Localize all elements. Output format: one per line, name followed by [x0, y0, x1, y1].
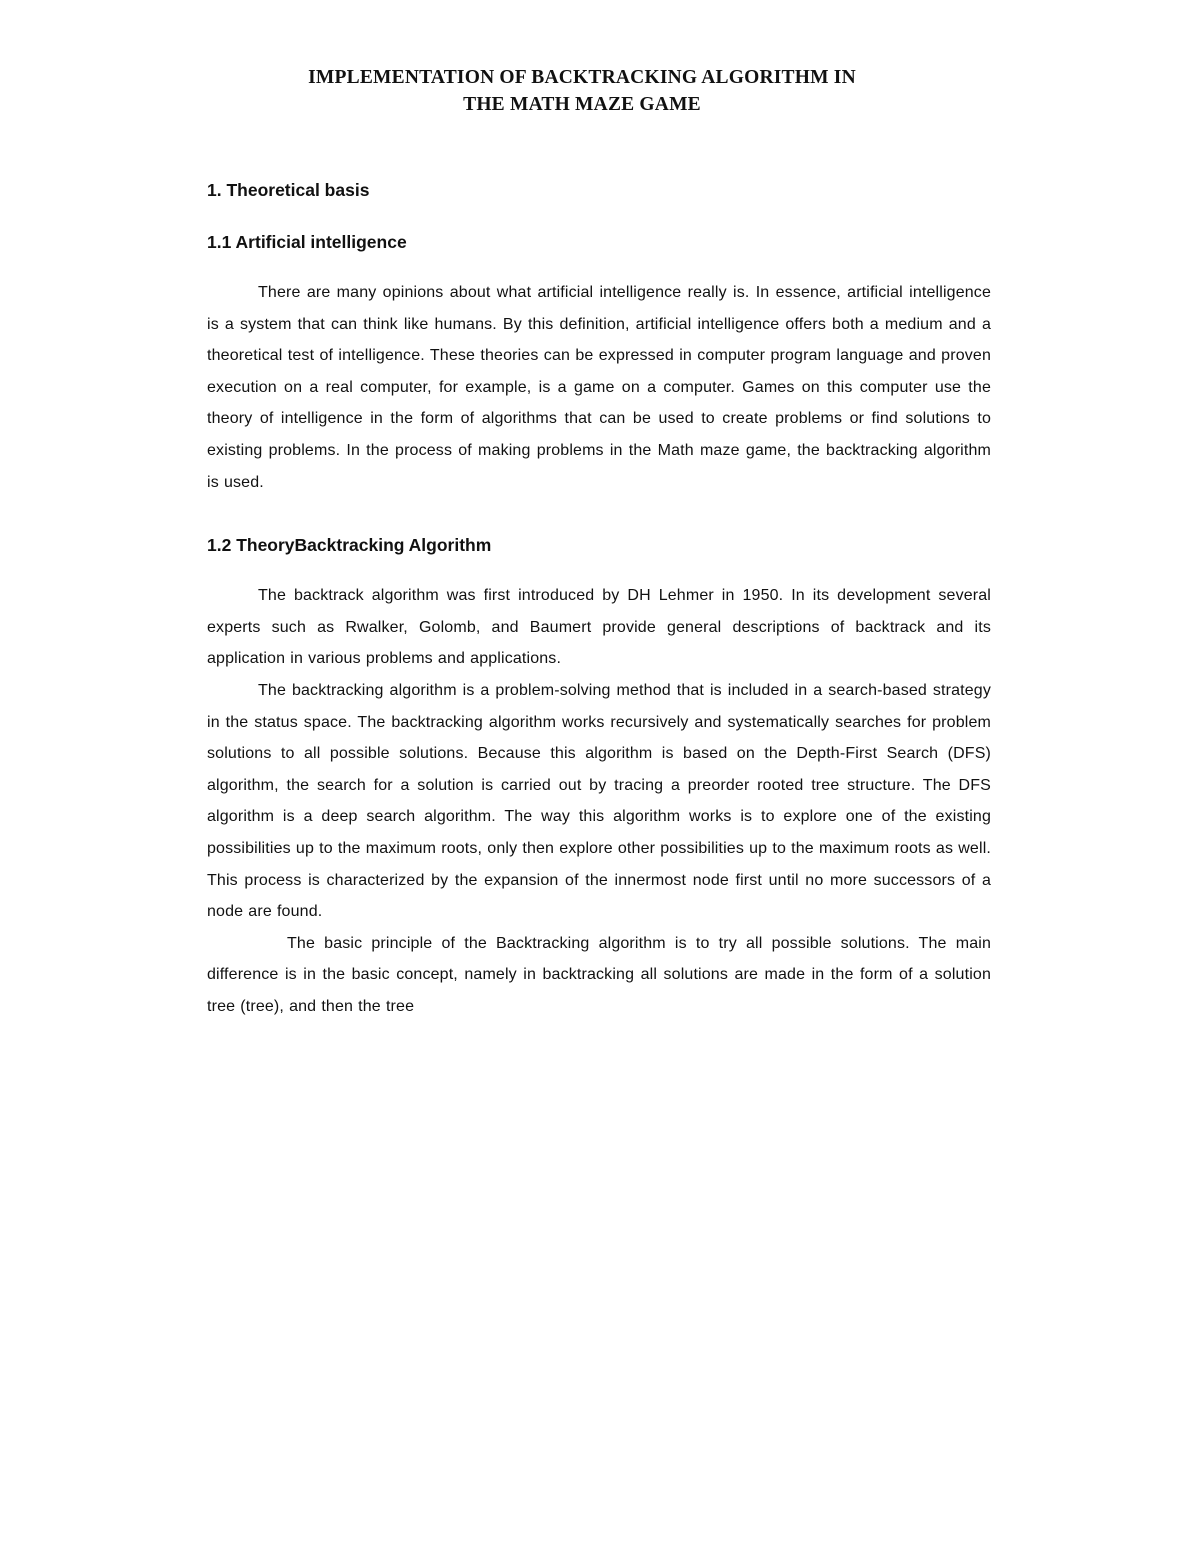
- section-heading-backtracking-theory: 1.2 TheoryBacktracking Algorithm: [207, 535, 492, 556]
- section-heading-artificial-intelligence: 1.1 Artificial intelligence: [207, 232, 407, 252]
- paragraph-backtracking-2: The backtracking algorithm is a problem-solving method that is included in a search-based strategy in the status space. The backtracking algorithm works recursively and systematically searches for problem solutions to all possible solutions. Because this algorithm is based on the Depth-First Search (DFS) algorithm, the search for a solution is carried out by tracing a preorder rooted tree structure. The DFS algorithm is a deep search algorithm. The way this algorithm works is to explore one of the existing possibilities up to the maximum roots, only then explore other possibilities up to the maximum roots as well. This process is characterized by the expansion of the innermost node first until no more successors of a node are found.: [207, 681, 991, 921]
- document-title: [190, 64, 974, 118]
- paragraph-ai-1: There are many opinions about what artificial intelligence really is. In essence, artificial intelligence is a system that can think like humans. By this definition, artificial intelligence offers both a medium and a theoretical test of intelligence. These theories can be expressed in computer program language and proven execution on a real computer, for example, is a game on a computer. Games on this computer use the theory of intelligence in the form of algorithms that can be used to create problems or find solutions to existing problems. In the process of making problems in the Math maze game, the backtracking algorithm is used.: [207, 284, 991, 491]
- section-backtracking-body: [207, 580, 991, 1022]
- paragraph-backtracking-1: The backtrack algorithm was first introduced by DH Lehmer in 1950. In its development several experts such as Rwalker, Golomb, and Baumert provide general descriptions of backtrack and its application in various problems and applications.: [207, 587, 991, 668]
- section-ai-body: [207, 277, 991, 498]
- title-line-1: IMPLEMENTATION OF BACKTRACKING ALGORITHM IN: [308, 67, 856, 88]
- document-body: [207, 174, 991, 1022]
- paragraph-backtracking-3: The basic principle of the Backtracking algorithm is to try all possible solutions. The main difference is in the basic concept, namely in backtracking all solutions are made in the form of a solution tree (tree), and then the tree: [207, 934, 991, 1015]
- section-heading-theoretical-basis: 1. Theoretical basis: [207, 180, 370, 200]
- title-line-2: THE MATH MAZE GAME: [463, 94, 701, 115]
